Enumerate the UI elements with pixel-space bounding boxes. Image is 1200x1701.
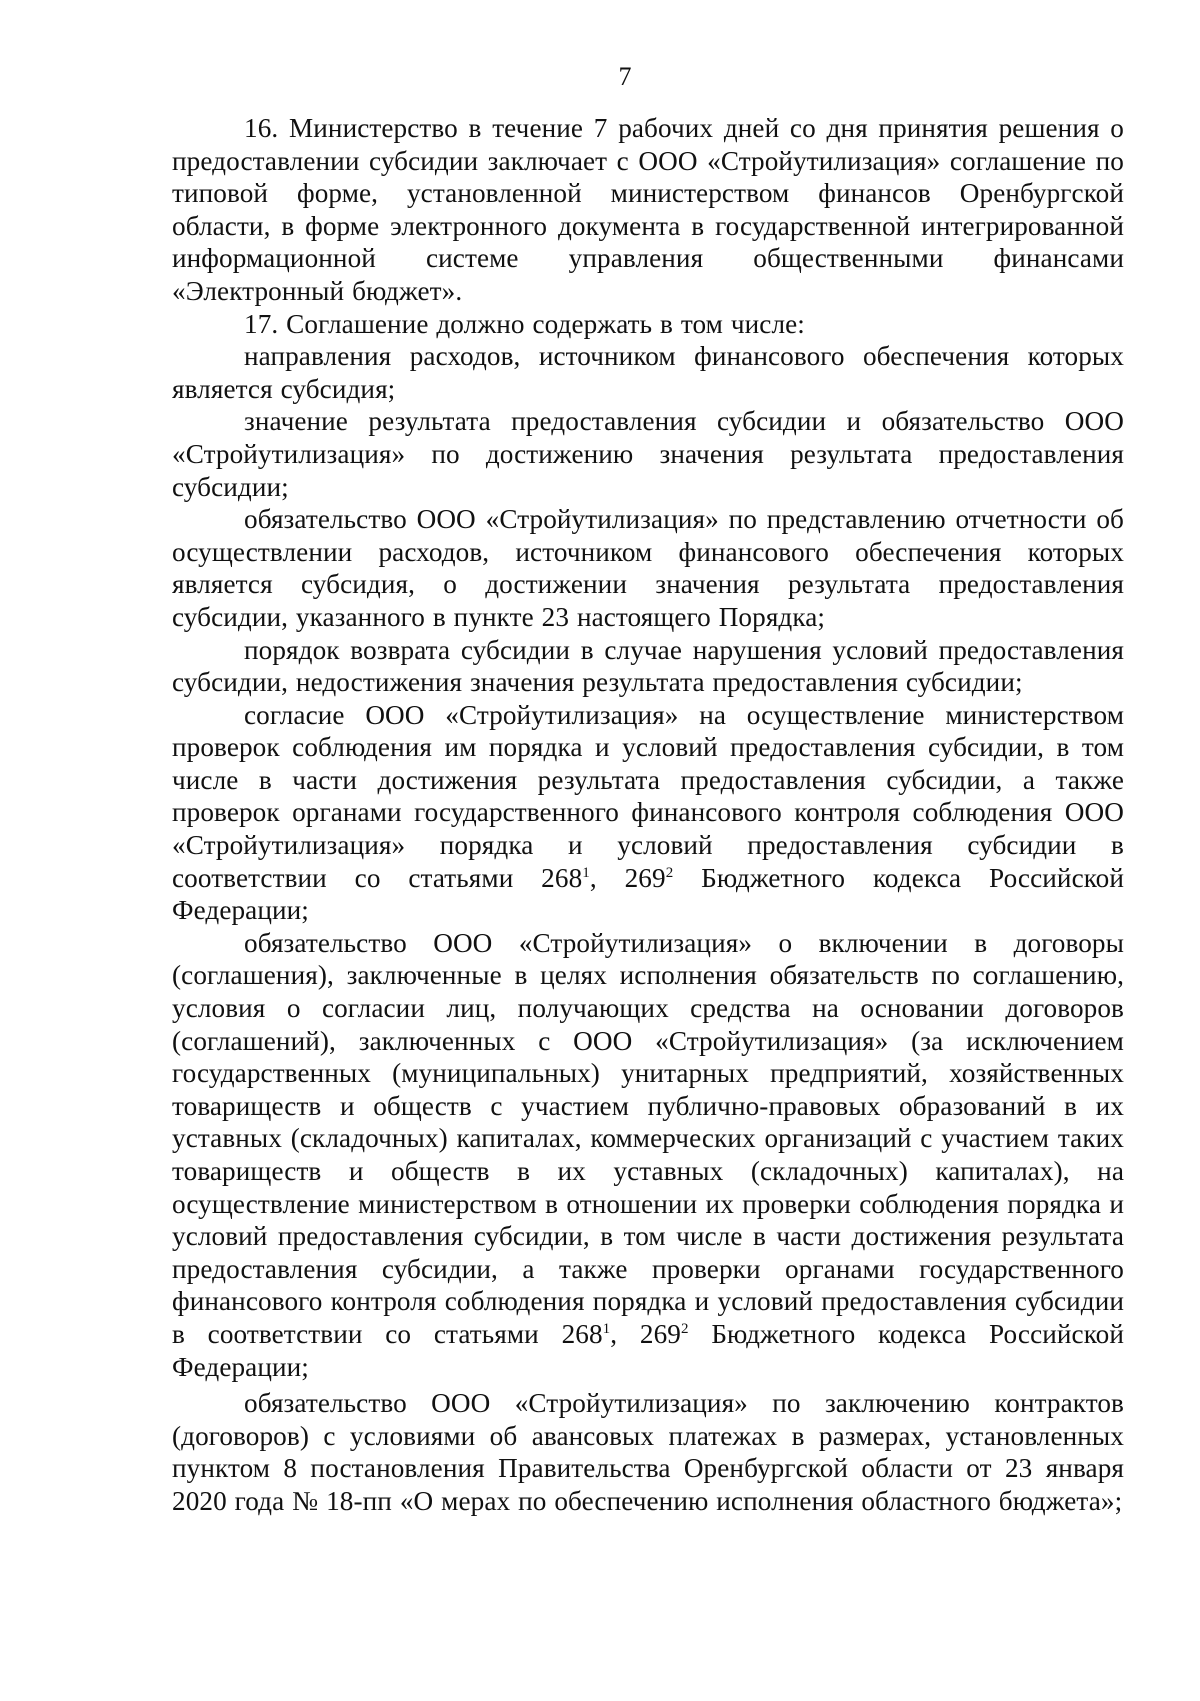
document-body — [172, 112, 1124, 1518]
superscript-2: 2 — [680, 1320, 689, 1337]
contracts-text-after: Бюджетного кодекса Российской Федерации; — [172, 1318, 1124, 1382]
paragraph-result-value: значение результата предоставления субсидии и обязательство ООО «Стройутилизация» по достижению значения результата предоставления субсидии; — [172, 406, 1124, 502]
paragraph-consent-checks — [172, 699, 1124, 927]
superscript-1: 1 — [602, 1320, 611, 1337]
contracts-text-before: обязательство ООО «Стройутилизация» о включении в договоры (соглашения), заключенные в целях исполнения обязательств по соглашению, условия о согласии лиц, получающих средства на основании договоров (соглашений), заключенных с ООО «Стройутилизация» (за исключением государственных (муниципальных) унитарных предприятий, хозяйственных товариществ и обществ с участием публично-правовых образований в их уставных (складочных) капиталах, коммерческих организаций с участием таких товариществ и обществ в их уставных (складочных) капиталах), на осуществление министерством в отношении их проверки соблюдения порядка и условий предоставления субсидии, в том числе в части достижения результата предоставления субсидии, а также проверки органами государственного финансового контроля соблюдения порядка и условий предоставления субсидии в соответствии со статьями 268 — [172, 927, 1124, 1349]
paragraph-contracts-clause — [172, 927, 1124, 1383]
consent-text-after: Бюджетного кодекса Российской Федерации; — [172, 862, 1125, 926]
paragraph-refund-procedure: порядок возврата субсидии в случае нарушения условий предоставления субсидии, недостижения значения результата предоставления субсидии; — [172, 634, 1124, 698]
paragraph-reporting: обязательство ООО «Стройутилизация» по представлению отчетности об осуществлении расходов, источником финансового обеспечения которых является субсидия, о достижении значения результата предоставления субсидии, указанного в пункте 23 настоящего Порядка; — [172, 504, 1124, 632]
consent-text-mid: , 269 — [589, 862, 666, 893]
superscript-1: 1 — [582, 864, 590, 881]
consent-text-before: согласие ООО «Стройутилизация» на осуществление министерством проверок соблюдения им порядка и условий предоставления субсидии, в том числе в части достижения результата предоставления субсидии, а также проверок органами государственного финансового контроля соблюдения ООО «Стройутилизация» порядка и условий предоставления субсидии в соответствии со статьями 268 — [172, 699, 1124, 893]
paragraph-expense-directions: направления расходов, источником финансового обеспечения которых является субсидия; — [172, 341, 1124, 404]
contracts-text-mid: , 269 — [610, 1318, 681, 1349]
paragraph-16: 16. Министерство в течение 7 рабочих дней со дня принятия решения о предоставлении субсидии заключает с ООО «Стройутилизация» соглашение по типовой форме, установленной министерством финансов Оренбургской области, в форме электронного документа в государственной интегрированной информационной системе управления общественными финансами «Электронный бюджет». — [172, 113, 1124, 306]
paragraph-17-intro: 17. Соглашение должно содержать в том числе: — [244, 308, 805, 339]
paragraph-advance-payments: обязательство ООО «Стройутилизация» по заключению контрактов (договоров) с условиями об авансовых платежах в размерах, установленных пунктом 8 постановления Правительства Оренбургской области от 23 января 2020 года № 18-пп «О мерах по обеспечению исполнения областного бюджета»; — [172, 1388, 1124, 1516]
superscript-2: 2 — [665, 864, 674, 881]
page-number: 7 — [618, 62, 632, 91]
